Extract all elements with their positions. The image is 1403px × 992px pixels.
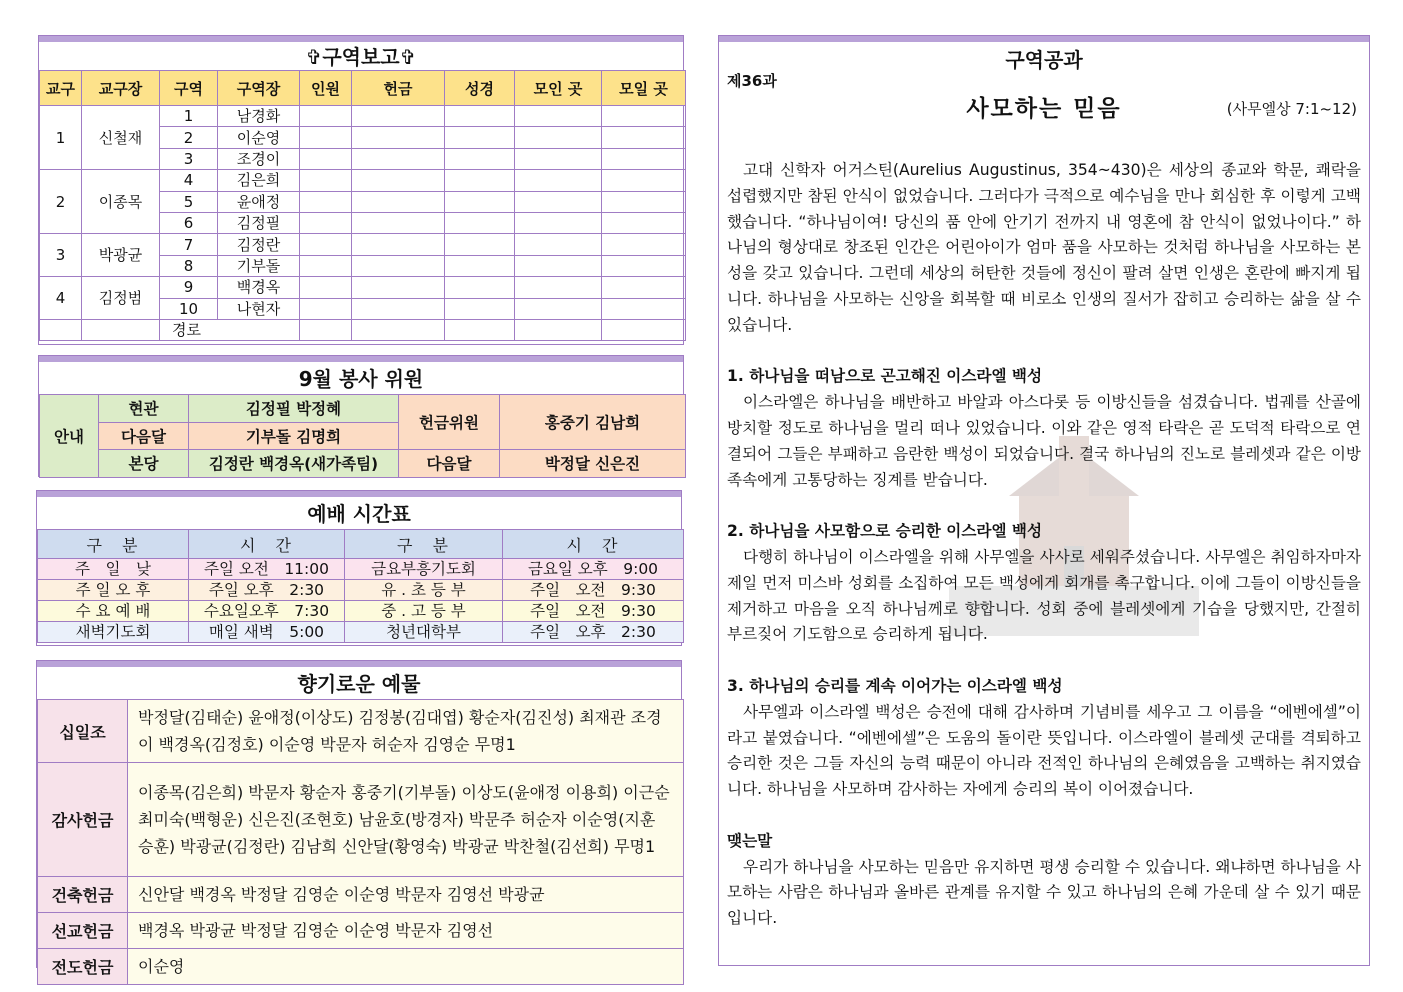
point-heading: 1. 하나님을 떠남으로 곤고해진 이스라엘 백성	[727, 367, 1043, 386]
parish-leader: 이종목	[82, 170, 160, 234]
header-met-place: 모인 곳	[515, 71, 602, 106]
next-month-members: 박정달 신은진	[500, 450, 686, 478]
table-row	[38, 877, 684, 913]
bible-cell[interactable]	[445, 106, 515, 127]
met-place-cell[interactable]	[515, 298, 602, 319]
met-place-cell[interactable]	[515, 170, 602, 191]
service-committee-table	[39, 394, 686, 478]
bible-cell[interactable]	[445, 234, 515, 255]
service-time: 매일 새벽 5:00	[189, 622, 345, 643]
district-number: 5	[160, 191, 218, 212]
next-place-cell[interactable]	[602, 319, 686, 340]
header-time: 시 간	[189, 530, 345, 559]
bible-cell[interactable]	[445, 191, 515, 212]
lesson-body	[727, 158, 1361, 932]
place-label: 현관	[99, 395, 189, 423]
section-title: 향기로운 예물	[297, 672, 421, 696]
district-leader: 나현자	[218, 298, 300, 319]
attendance-cell[interactable]	[300, 106, 352, 127]
empty-cell	[40, 319, 82, 340]
table-row	[38, 949, 684, 985]
service-time: 주일 오전 9:30	[503, 601, 684, 622]
attendance-cell[interactable]	[300, 148, 352, 169]
district-leader: 이순영	[218, 127, 300, 148]
next-place-cell[interactable]	[602, 212, 686, 233]
offering-names: 이종목(김은희) 박문자 황순자 홍중기(기부돌) 이상도(윤애정 이용희) 이근순 최미숙(백형운) 신은진(조현호) 남윤호(방경자) 박문주 허순자 이순영(지훈 승훈) 박광균(김정란) 김남희 신안달(황영숙) 박광균 박찬철(김선희) 무명1	[128, 763, 684, 877]
lesson-section	[718, 35, 1370, 966]
point-text: 다행히 하나님이 이스라엘을 위해 사무엘을 사사로 세워주셨습니다. 사무엘은 취임하자마자 제일 먼저 미스바 성회를 소집하여 모든 백성에게 회개를 촉구합니다. 이에 그들이 이방신들을 제거하고 마음을 오직 하나님께로 향합니다. 성회 중에 블레셋에게 기습을 당했지만, 간절히 부르짖어 기도함으로 승리하게 됩니다.	[727, 547, 1361, 644]
header-parish-leader: 교구장	[82, 71, 160, 106]
parish-number: 2	[40, 170, 82, 234]
district-number: 7	[160, 234, 218, 255]
offering-names: 백경옥 박광균 박정달 김영순 이순영 박문자 김영선	[128, 913, 684, 949]
service-name: 수 요 예 배	[38, 601, 189, 622]
section-title: 예배 시간표	[307, 502, 411, 526]
bible-cell[interactable]	[445, 148, 515, 169]
service-time: 주일 오전 9:30	[503, 580, 684, 601]
bible-cell[interactable]	[445, 298, 515, 319]
next-place-cell[interactable]	[602, 277, 686, 298]
bible-cell[interactable]	[445, 127, 515, 148]
service-time: 수요일오후 7:30	[189, 601, 345, 622]
place-label: 본당	[99, 450, 189, 478]
district-leader: 김정란	[218, 234, 300, 255]
offering-cell[interactable]	[352, 170, 445, 191]
next-place-cell[interactable]	[602, 255, 686, 276]
point-text: 이스라엘은 하나님을 배반하고 바알과 아스다롯 등 이방신들을 섬겼습니다. 법궤를 산골에 방치할 정도로 하나님을 멀리 떠나 있었습니다. 이와 같은 영적 타락은 곧 도덕적 타락으로 연결되어 그들은 부패하고 음란한 백성이 되었습니다. 결국 하나님의 진노로 블레셋과 같은 이방 족속에게 고통당하는 징계를 받습니다.	[727, 393, 1361, 489]
met-place-cell[interactable]	[515, 234, 602, 255]
table-row	[40, 450, 686, 478]
table-row	[40, 106, 686, 127]
district-number: 6	[160, 212, 218, 233]
district-number: 10	[160, 298, 218, 319]
members: 김정필 박정혜	[189, 395, 399, 423]
offering-cell[interactable]	[352, 298, 445, 319]
offering-cell[interactable]	[352, 319, 445, 340]
attendance-cell[interactable]	[300, 191, 352, 212]
header-attendance: 인원	[300, 71, 352, 106]
closing-text: 우리가 하나님을 사모하는 믿음만 유지하면 평생 승리할 수 있습니다. 왜냐하면 하나님을 사모하는 사람은 하나님과 올바른 관계를 유지할 수 있고 하나님의 은혜 가운데 살 수 있기 때문입니다.	[727, 857, 1361, 928]
next-place-cell[interactable]	[602, 234, 686, 255]
met-place-cell[interactable]	[515, 319, 602, 340]
next-place-cell[interactable]	[602, 191, 686, 212]
district-number: 1	[160, 106, 218, 127]
offering-cell[interactable]	[352, 255, 445, 276]
lesson-title: 사모하는 믿음	[966, 96, 1122, 122]
point-heading: 3. 하나님의 승리를 계속 이어가는 이스라엘 백성	[727, 676, 1063, 695]
met-place-cell[interactable]	[515, 127, 602, 148]
table-row	[38, 622, 684, 643]
next-place-cell[interactable]	[602, 170, 686, 191]
service-name: 주 일 낮	[38, 559, 189, 580]
table-row	[38, 601, 684, 622]
bible-cell[interactable]	[445, 255, 515, 276]
attendance-cell[interactable]	[300, 298, 352, 319]
attendance-cell[interactable]	[300, 319, 352, 340]
offerings-section	[36, 660, 682, 977]
members: 김정란 백경옥(새가족팀)	[189, 450, 399, 478]
header-bible: 성경	[445, 71, 515, 106]
offering-cell[interactable]	[352, 212, 445, 233]
header-service: 구 분	[345, 530, 503, 559]
offering-cell[interactable]	[352, 277, 445, 298]
scripture-reference: (사무엘상 7:1~12)	[1226, 100, 1357, 118]
table-header-row	[40, 71, 686, 106]
offering-committee-members: 홍중기 김남희	[500, 395, 686, 450]
met-place-cell[interactable]	[515, 277, 602, 298]
district-number: 2	[160, 127, 218, 148]
service-name: 청년대학부	[345, 622, 503, 643]
worship-schedule-section	[36, 490, 682, 646]
met-place-cell[interactable]	[515, 255, 602, 276]
table-row	[38, 913, 684, 949]
lesson-number: 제36과	[727, 72, 777, 90]
offerings-table	[37, 699, 684, 985]
service-time: 금요일 오후 9:00	[503, 559, 684, 580]
attendance-cell[interactable]	[300, 127, 352, 148]
header-offering: 헌금	[352, 71, 445, 106]
table-row	[40, 277, 686, 298]
attendance-cell[interactable]	[300, 255, 352, 276]
offering-type: 전도헌금	[38, 949, 128, 985]
met-place-cell[interactable]	[515, 106, 602, 127]
bible-cell[interactable]	[445, 319, 515, 340]
district-number: 4	[160, 170, 218, 191]
district-leader: 남경화	[218, 106, 300, 127]
table-header-row	[38, 530, 684, 559]
offering-cell[interactable]	[352, 127, 445, 148]
section-title: 구역공과	[1005, 48, 1083, 72]
service-time: 주일 오후 2:30	[503, 622, 684, 643]
service-committee-section	[38, 355, 684, 477]
district-leader: 윤애정	[218, 191, 300, 212]
service-name: 주 일 오 후	[38, 580, 189, 601]
table-row	[38, 700, 684, 763]
bible-cell[interactable]	[445, 277, 515, 298]
offering-names: 박정달(김태순) 윤애정(이상도) 김정봉(김대엽) 황순자(김진성) 최재관 조경이 백경옥(김정호) 이순영 박문자 허순자 김영순 무명1	[128, 700, 684, 763]
next-place-cell[interactable]	[602, 148, 686, 169]
point-heading: 2. 하나님을 사모함으로 승리한 이스라엘 백성	[727, 522, 1043, 541]
header-time: 시 간	[503, 530, 684, 559]
service-name: 금요부흥기도회	[345, 559, 503, 580]
table-row	[38, 580, 684, 601]
table-row-elder	[40, 319, 686, 340]
offering-cell[interactable]	[352, 191, 445, 212]
next-place-cell[interactable]	[602, 106, 686, 127]
parish-number: 3	[40, 234, 82, 277]
lesson-intro: 고대 신학자 어거스틴(Aurelius Augustinus, 354~430)은 세상의 종교와 학문, 쾌락을 섭렵했지만 참된 안식이 없었습니다. 그러다가 극적으로 예수님을 만나 회심한 후 이렇게 고백했습니다. “하나님이여! 당신의 품 안에 안기기 전까지 내 영혼에 참 안식이 없었나이다.” 하나님의 형상대로 창조된 인간은 어린아이가 엄마 품을 사모하는 것처럼 하나님을 사모하는 본성을 갖고 있습니다. 그런데 세상의 허탄한 것들에 정신이 팔려 살면 인생은 혼란에 빠지게 됩니다. 하나님을 사모하는 신앙을 회복할 때 비로소 인생의 질서가 잡히고 승리하는 삶을 살 수 있습니다.	[727, 161, 1361, 334]
district-number: 8	[160, 255, 218, 276]
service-name: 중 . 고 등 부	[345, 601, 503, 622]
elder-label: 경로	[160, 319, 300, 340]
parish-number: 1	[40, 106, 82, 170]
header-parish: 교구	[40, 71, 82, 106]
point-text: 사무엘과 이스라엘 백성은 승전에 대해 감사하며 기념비를 세우고 그 이름을 “에벤에셀”이라고 붙였습니다. “에벤에셀”은 도움의 돌이란 뜻입니다. 이스라엘이 블레셋 군대를 격퇴하고 승리한 것은 그들 자신의 능력 때문이 아니라 전적인 하나님의 은혜였음을 고백하는 취지였습니다. 하나님을 사모하며 감사하는 자에게 승리의 복이 이어졌습니다.	[727, 702, 1361, 799]
table-row	[40, 395, 686, 423]
attendance-cell[interactable]	[300, 170, 352, 191]
district-leader: 김은희	[218, 170, 300, 191]
service-name: 새벽기도회	[38, 622, 189, 643]
parish-leader: 신철재	[82, 106, 160, 170]
district-leader: 김정필	[218, 212, 300, 233]
members: 기부돌 김명희	[189, 422, 399, 450]
bible-cell[interactable]	[445, 212, 515, 233]
district-leader: 백경옥	[218, 277, 300, 298]
service-time: 주일 오후 2:30	[189, 580, 345, 601]
attendance-cell[interactable]	[300, 212, 352, 233]
next-place-cell[interactable]	[602, 298, 686, 319]
district-number: 9	[160, 277, 218, 298]
header-district: 구역	[160, 71, 218, 106]
header-district-leader: 구역장	[218, 71, 300, 106]
district-number: 3	[160, 148, 218, 169]
attendance-cell[interactable]	[300, 277, 352, 298]
table-row	[40, 234, 686, 255]
next-place-cell[interactable]	[602, 127, 686, 148]
met-place-cell[interactable]	[515, 148, 602, 169]
offering-names: 신안달 백경옥 박정달 김영순 이순영 박문자 김영선 박광균	[128, 877, 684, 913]
table-row	[38, 763, 684, 877]
parish-number: 4	[40, 277, 82, 320]
guide-label: 안내	[40, 395, 99, 478]
offering-type: 선교헌금	[38, 913, 128, 949]
district-report-section	[38, 35, 684, 345]
header-service: 구 분	[38, 530, 189, 559]
table-row	[40, 170, 686, 191]
place-label: 다음달	[99, 422, 189, 450]
offering-type: 십일조	[38, 700, 128, 763]
offering-type: 건축헌금	[38, 877, 128, 913]
bible-cell[interactable]	[445, 170, 515, 191]
attendance-cell[interactable]	[300, 234, 352, 255]
district-report-table	[39, 70, 686, 341]
district-leader: 조경이	[218, 148, 300, 169]
met-place-cell[interactable]	[515, 212, 602, 233]
empty-cell	[82, 319, 160, 340]
offering-cell[interactable]	[352, 234, 445, 255]
district-leader: 기부돌	[218, 255, 300, 276]
worship-schedule-table	[37, 529, 684, 643]
met-place-cell[interactable]	[515, 191, 602, 212]
section-title: 9월 봉사 위원	[298, 367, 424, 391]
next-month-label: 다음달	[399, 450, 500, 478]
offering-cell[interactable]	[352, 148, 445, 169]
parish-leader: 김정범	[82, 277, 160, 320]
section-title: ✞구역보고✞	[305, 45, 417, 69]
offering-names: 이순영	[128, 949, 684, 985]
parish-leader: 박광균	[82, 234, 160, 277]
service-name: 유 . 초 등 부	[345, 580, 503, 601]
service-time: 주일 오전 11:00	[189, 559, 345, 580]
offering-committee-label: 헌금위원	[399, 395, 500, 450]
table-row	[38, 559, 684, 580]
offering-cell[interactable]	[352, 106, 445, 127]
offering-type: 감사헌금	[38, 763, 128, 877]
closing-heading: 맺는말	[727, 831, 773, 850]
header-next-place: 모일 곳	[602, 71, 686, 106]
